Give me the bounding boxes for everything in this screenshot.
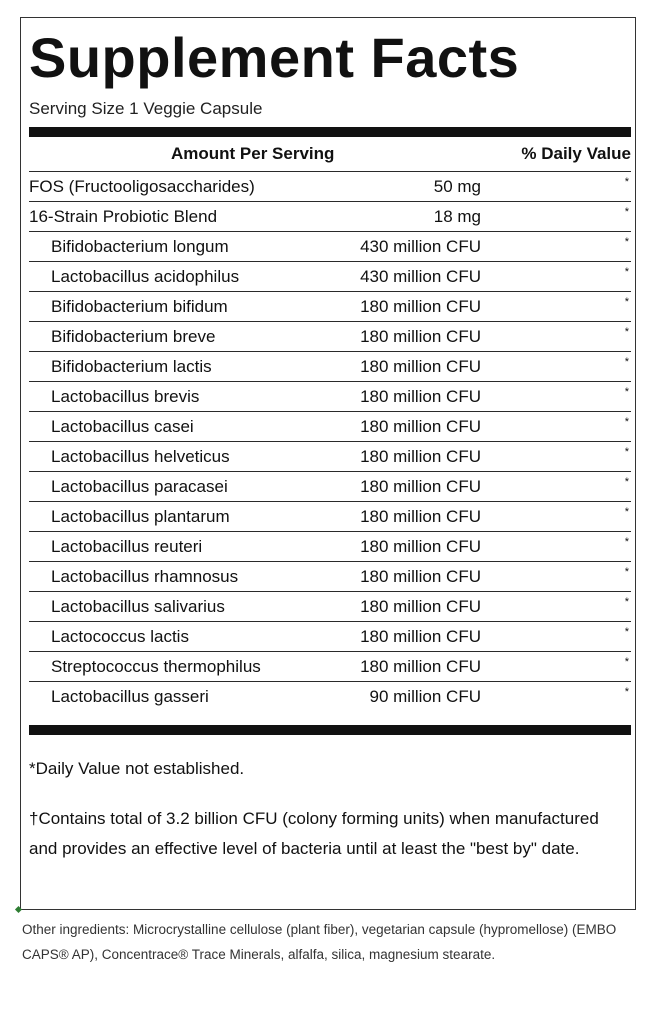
daily-value-mark: *: [624, 686, 629, 698]
ingredient-amount: 180 million CFU: [360, 627, 481, 646]
panel-title: Supplement Facts: [29, 26, 520, 89]
daily-value-mark: *: [624, 356, 629, 368]
table-row: [29, 591, 631, 621]
ingredient-amount: 90 million CFU: [369, 687, 481, 706]
cfu-footnote: †Contains total of 3.2 billion CFU (colony forming units) when manufactured and provides an effective level of bacteria until at least the "best by" date.: [29, 809, 599, 858]
ingredient-amount: 180 million CFU: [360, 387, 481, 406]
table-header: [29, 141, 631, 167]
daily-value-mark: *: [624, 206, 629, 218]
supplement-facts-panel: [20, 17, 636, 910]
daily-value-mark: *: [624, 656, 629, 668]
table-row: [29, 561, 631, 591]
ingredient-name: Lactobacillus plantarum: [51, 507, 230, 526]
daily-value-mark: *: [624, 446, 629, 458]
ingredient-name: Lactobacillus reuteri: [51, 537, 203, 556]
ingredient-amount: 180 million CFU: [360, 507, 481, 526]
ingredient-name: Lactococcus lactis: [51, 627, 189, 646]
table-row: [29, 501, 631, 531]
ingredient-name: Lactobacillus gasseri: [51, 687, 209, 706]
table-row: [29, 411, 631, 441]
nutrient-table: [29, 171, 631, 711]
divider-thick-top: [29, 127, 631, 137]
daily-value-mark: *: [624, 386, 629, 398]
ingredient-name: Lactobacillus rhamnosus: [51, 567, 239, 586]
daily-value-mark: *: [624, 566, 629, 578]
ingredient-amount: 180 million CFU: [360, 657, 481, 676]
table-row: [29, 351, 631, 381]
daily-value-mark: *: [624, 236, 629, 248]
ingredient-name: Lactobacillus helveticus: [51, 447, 230, 466]
table-row: [29, 381, 631, 411]
ingredient-amount: 180 million CFU: [360, 447, 481, 466]
ingredient-amount: 180 million CFU: [360, 357, 481, 376]
table-row: [29, 261, 631, 291]
ingredient-amount: 180 million CFU: [360, 537, 481, 556]
table-row: [29, 681, 631, 711]
amount-per-serving-header: Amount Per Serving: [171, 144, 335, 163]
ingredient-name: 16-Strain Probiotic Blend: [29, 207, 218, 226]
ingredient-name: Bifidobacterium bifidum: [51, 297, 228, 316]
daily-value-mark: *: [624, 326, 629, 338]
ingredient-amount: 180 million CFU: [360, 597, 481, 616]
daily-value-mark: *: [624, 416, 629, 428]
other-ingredients: Other ingredients: Microcrystalline cellulose (plant fiber), vegetarian capsule (hypromellose) (EMBO CAPS® AP), Concentrace® Trace Minerals, alfalfa, silica, magnesium stearate.: [22, 922, 617, 962]
ingredient-name: Bifidobacterium breve: [51, 327, 216, 346]
ingredient-amount: 50 mg: [433, 177, 481, 196]
daily-value-mark: *: [624, 626, 629, 638]
ingredient-amount: 180 million CFU: [360, 297, 481, 316]
ingredient-name: Lactobacillus acidophilus: [51, 267, 240, 286]
daily-value-mark: *: [624, 536, 629, 548]
ingredient-name: Lactobacillus paracasei: [51, 477, 228, 496]
daily-value-header: % Daily Value: [521, 144, 631, 163]
daily-value-mark: *: [624, 296, 629, 308]
ingredient-amount: 180 million CFU: [360, 417, 481, 436]
table-row: [29, 171, 631, 201]
ingredient-amount: 180 million CFU: [360, 327, 481, 346]
table-row: [29, 471, 631, 501]
daily-value-mark: *: [624, 176, 629, 188]
daily-value-mark: *: [624, 266, 629, 278]
ingredient-name: Lactobacillus casei: [51, 417, 194, 436]
ingredient-name: Lactobacillus brevis: [51, 387, 200, 406]
ingredient-amount: 180 million CFU: [360, 477, 481, 496]
table-row: [29, 531, 631, 561]
table-row: [29, 441, 631, 471]
ingredient-name: Bifidobacterium lactis: [51, 357, 212, 376]
table-row: [29, 321, 631, 351]
table-row: [29, 651, 631, 681]
serving-size: Serving Size 1 Veggie Capsule: [29, 99, 263, 118]
table-row: [29, 621, 631, 651]
daily-value-footnote: *Daily Value not established.: [29, 759, 245, 778]
ingredient-name: Lactobacillus salivarius: [51, 597, 225, 616]
table-row: [29, 291, 631, 321]
ingredient-amount: 430 million CFU: [360, 237, 481, 256]
ingredient-amount: 180 million CFU: [360, 567, 481, 586]
ingredient-amount: 18 mg: [433, 207, 481, 226]
ingredient-name: Bifidobacterium longum: [51, 237, 229, 256]
ingredient-name: FOS (Fructooligosaccharides): [29, 177, 255, 196]
daily-value-mark: *: [624, 476, 629, 488]
table-row: [29, 201, 631, 231]
divider-thick-bottom: [29, 725, 631, 735]
table-row: [29, 231, 631, 261]
ingredient-amount: 430 million CFU: [360, 267, 481, 286]
daily-value-mark: *: [624, 596, 629, 608]
daily-value-mark: *: [624, 506, 629, 518]
ingredient-name: Streptococcus thermophilus: [51, 657, 261, 676]
